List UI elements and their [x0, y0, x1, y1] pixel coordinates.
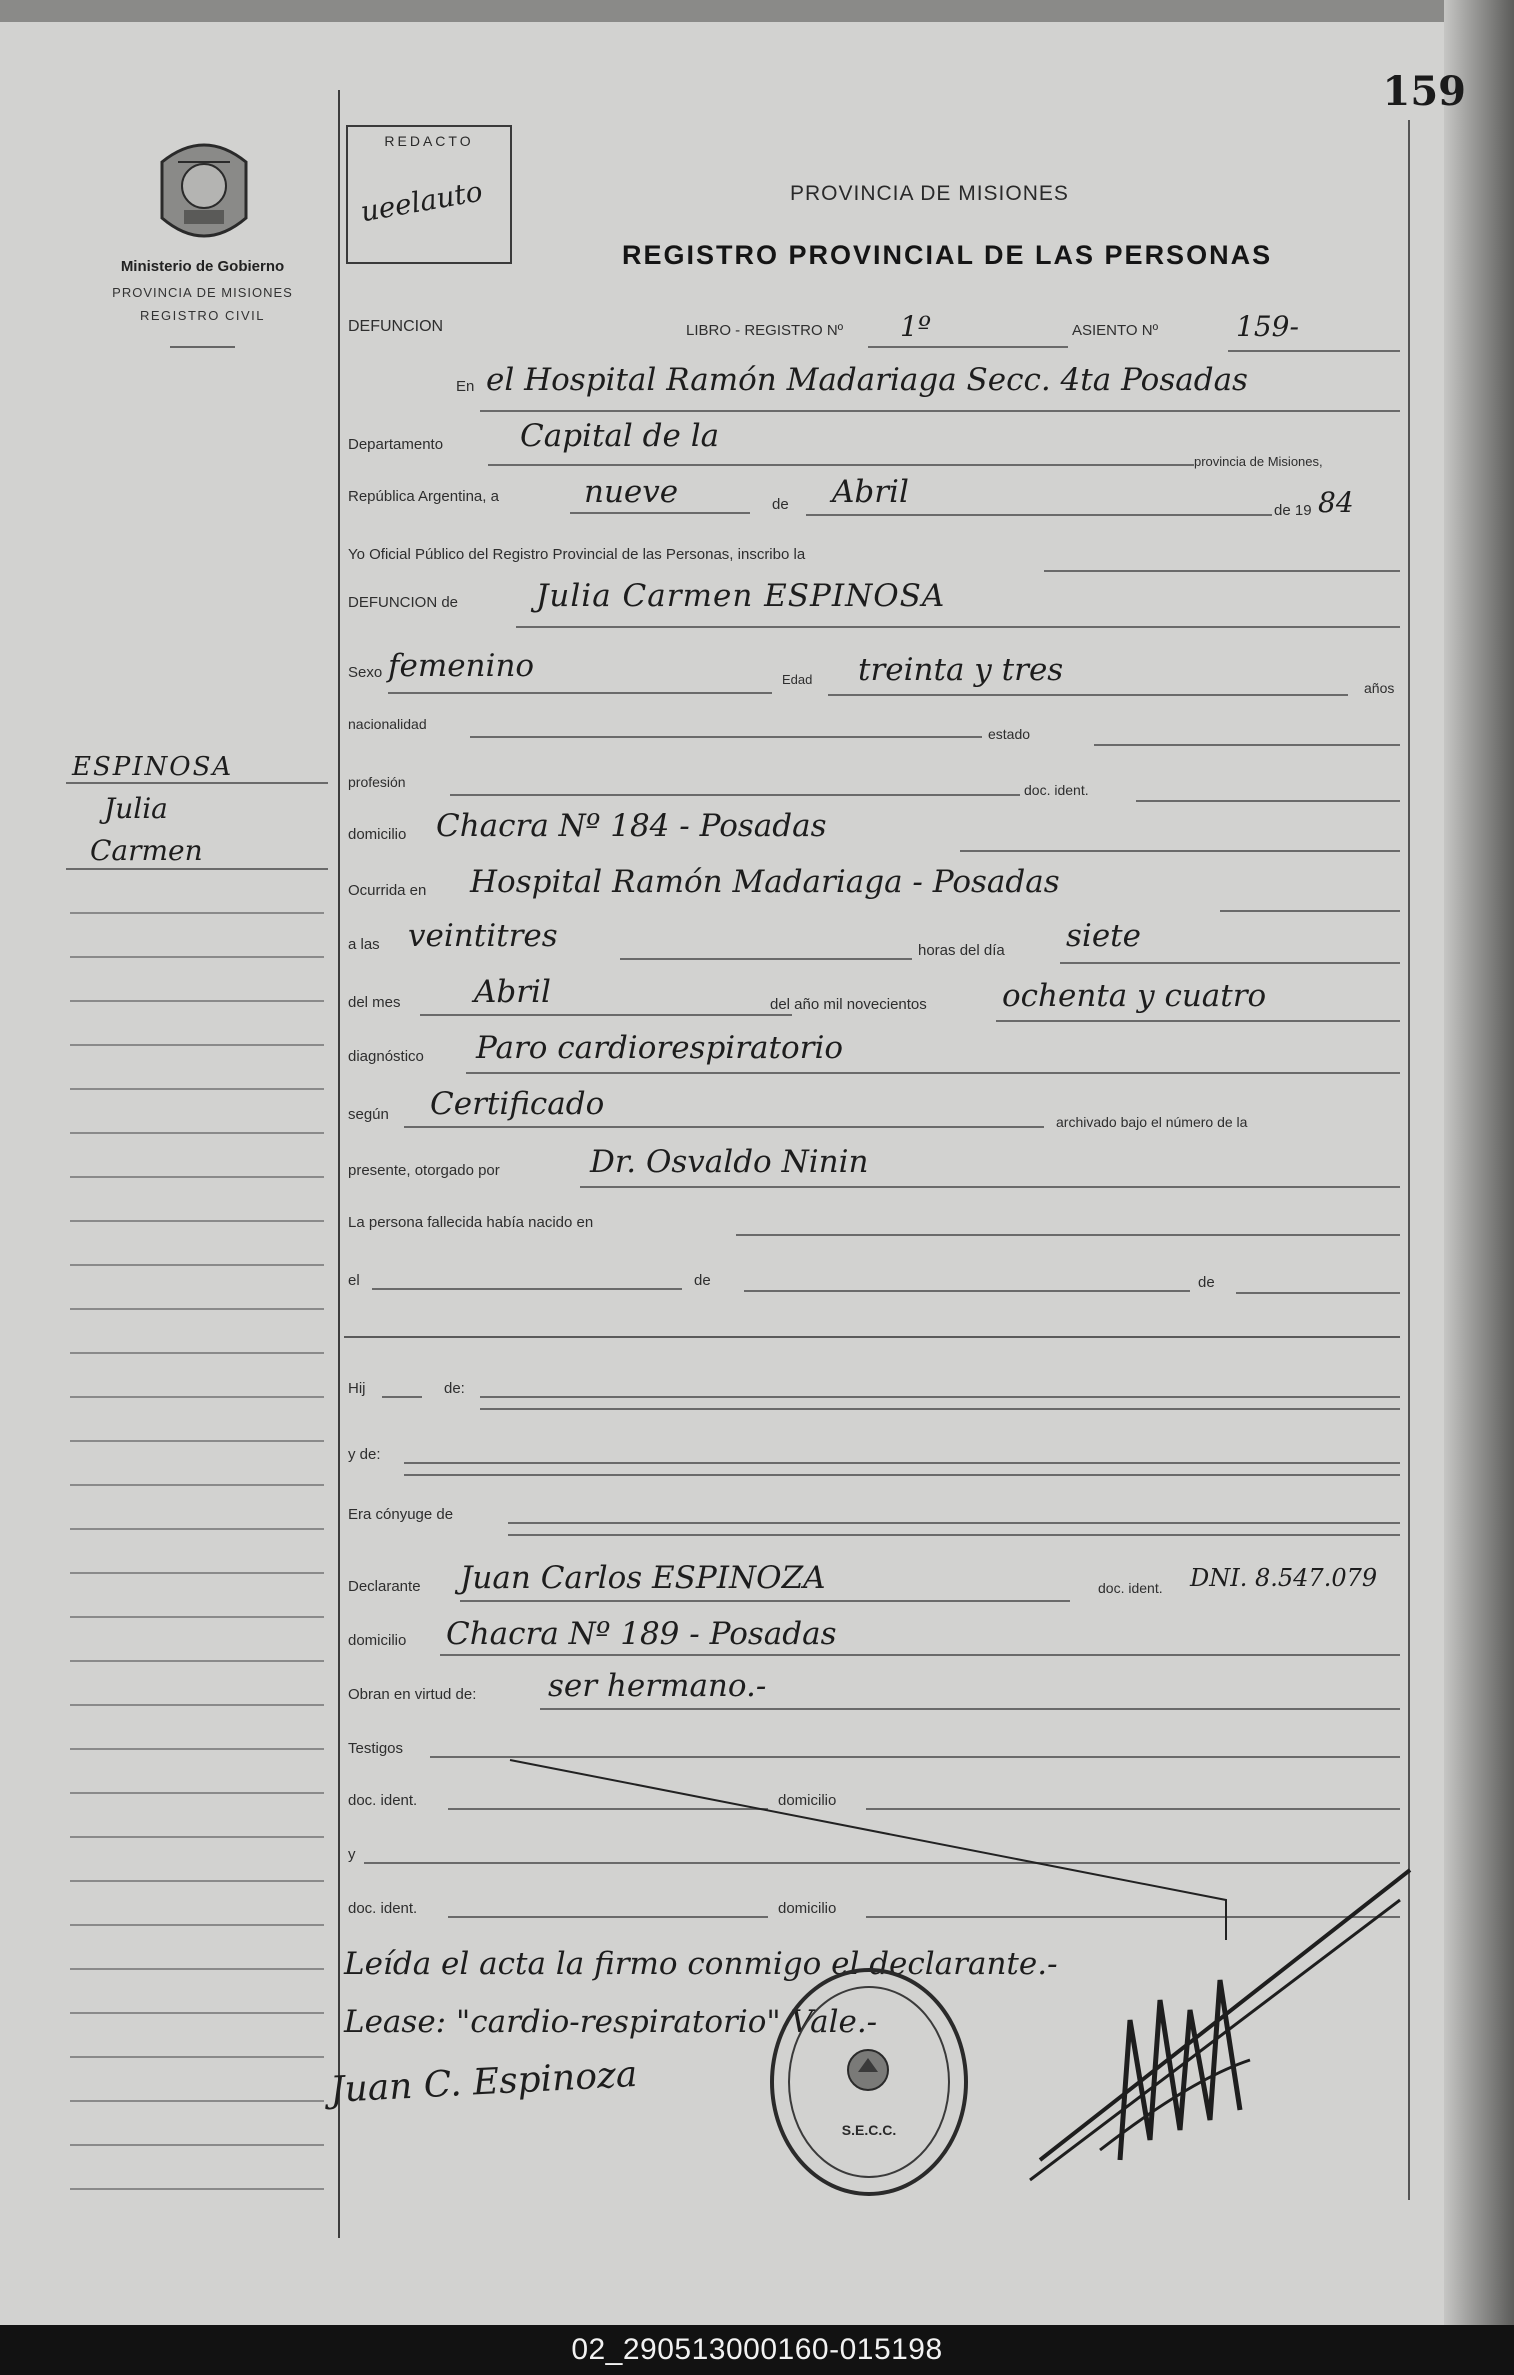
margin-rule-line	[70, 1352, 324, 1354]
domicilio-line	[960, 850, 1400, 852]
domicilio-value: Chacra Nº 184 - Posadas	[436, 808, 827, 844]
stamp-text: S.E.C.C.	[841, 2122, 897, 2138]
margin-rule-line	[70, 1088, 324, 1090]
presente-label: presente, otorgado por	[348, 1162, 500, 1179]
obran-value: ser hermano.-	[548, 1668, 767, 1704]
testigos-label: Testigos	[348, 1740, 404, 1757]
sexo-value: femenino	[388, 648, 535, 684]
t2-doc-label: doc. ident.	[348, 1900, 418, 1917]
de-label-3: de	[1198, 1274, 1215, 1291]
mes-value: Abril	[474, 974, 551, 1010]
el-label: el	[348, 1272, 360, 1289]
t-doc-label: doc. ident.	[348, 1792, 418, 1809]
official-signature	[1010, 1860, 1430, 2200]
asiento-value: 159-	[1236, 310, 1299, 343]
anos-label: años	[1364, 680, 1395, 696]
decl-domicilio-label: domicilio	[348, 1632, 407, 1649]
declarante-label: Declarante	[348, 1578, 421, 1595]
t-dom-line	[866, 1808, 1400, 1810]
republica-label: República Argentina, a	[348, 488, 499, 505]
margin-rule-line	[70, 1528, 324, 1530]
margin-rule-line	[70, 1572, 324, 1574]
t2-doc-line	[448, 1916, 768, 1918]
month-line	[806, 514, 1272, 516]
margin-rule-line	[70, 1176, 324, 1178]
y-de-line-2	[404, 1474, 1400, 1476]
doc-ident-line	[1136, 800, 1400, 802]
hij-de-label: de:	[444, 1380, 465, 1397]
year-prefix: de 19	[1274, 502, 1312, 519]
margin-rule-line	[70, 1220, 324, 1222]
margin-rule-line	[70, 1748, 324, 1750]
margin-rule-line	[70, 1440, 324, 1442]
margin-rule-line	[70, 1308, 324, 1310]
hij-blank	[382, 1396, 422, 1398]
redacto-stamp	[346, 125, 512, 264]
de-label: de	[772, 496, 789, 513]
sexo-line	[388, 692, 772, 694]
day-value: nueve	[584, 474, 679, 510]
margin-rule-line	[70, 1836, 324, 1838]
profesion-line	[450, 794, 1020, 796]
nacido-label: La persona fallecida había nacido en	[348, 1214, 594, 1231]
t-doc-line	[448, 1808, 768, 1810]
margin-rule-line	[70, 1484, 324, 1486]
margin-rule-line	[70, 1000, 324, 1002]
margin-rule-line	[70, 1132, 324, 1134]
dia-line	[1060, 962, 1400, 964]
margin-rule-line	[70, 956, 324, 958]
estado-label: estado	[988, 726, 1031, 742]
segun-label: según	[348, 1106, 389, 1123]
margin-rule-line	[70, 1396, 324, 1398]
margin-rule-line	[70, 1044, 324, 1046]
conyuge-line	[508, 1522, 1400, 1524]
en-label: En	[456, 378, 475, 395]
sexo-label: Sexo	[348, 664, 383, 681]
hij-line-2	[480, 1408, 1400, 1410]
redacto-label: REDACTO	[384, 133, 474, 149]
diagnostico-label: diagnóstico	[348, 1048, 424, 1065]
conyuge-label: Era cónyuge de	[348, 1506, 454, 1523]
medico-value: Dr. Osvaldo Ninin	[590, 1144, 869, 1180]
place-line	[480, 410, 1400, 412]
provincia-label: provincia de Misiones,	[1194, 454, 1323, 469]
anio-value: ochenta y cuatro	[1002, 978, 1267, 1014]
section-divider	[344, 1336, 1400, 1338]
page-number: 159	[1382, 68, 1466, 115]
hij-line	[480, 1396, 1400, 1398]
departamento-label: Departamento	[348, 436, 444, 453]
margin-given-2: Carmen	[90, 834, 203, 867]
ocurrida-value: Hospital Ramón Madariaga - Posadas	[470, 864, 1060, 900]
declarant-signature: Juan C. Espinoza	[329, 2053, 639, 2112]
margin-rule-line	[70, 1660, 324, 1662]
margin-rule-line	[70, 1264, 324, 1266]
header-province: PROVINCIA DE MISIONES	[790, 182, 1069, 205]
libro-value: 1º	[900, 310, 931, 343]
redacto-signature: ueelauto	[358, 174, 485, 229]
page-edge-shadow	[1444, 0, 1514, 2325]
conyuge-line-2	[508, 1534, 1400, 1536]
margin-rule-line	[70, 1616, 324, 1618]
anio-line	[996, 1020, 1400, 1022]
month-value: Abril	[832, 474, 909, 510]
departamento-line	[488, 464, 1194, 466]
edad-line	[828, 694, 1348, 696]
footer-bar	[0, 2325, 1514, 2375]
record-type: DEFUNCION	[348, 318, 444, 335]
oficial-text: Yo Oficial Público del Registro Provincial de las Personas, inscribo la	[348, 546, 806, 563]
hora-value: veintitres	[408, 918, 558, 954]
declarante-doc-label: doc. ident.	[1098, 1580, 1163, 1596]
deceased-name: Julia Carmen ESPINOSA	[536, 578, 946, 614]
y-de-line	[404, 1462, 1400, 1464]
estado-line	[1094, 744, 1400, 746]
diagnostico-value: Paro cardiorespiratorio	[476, 1030, 844, 1066]
dia-value: siete	[1066, 918, 1141, 954]
margin-rule-line	[70, 2012, 324, 2014]
margin-rule-line	[70, 1880, 324, 1882]
medico-line	[580, 1186, 1400, 1188]
segun-value: Certificado	[430, 1086, 605, 1122]
hora-line	[620, 958, 912, 960]
de-line-2	[744, 1290, 1190, 1292]
header-registry: REGISTRO PROVINCIAL DE LAS PERSONAS	[622, 240, 1273, 270]
binding-edge	[0, 0, 1514, 22]
obran-line	[540, 1708, 1400, 1710]
decl-domicilio-value: Chacra Nº 189 - Posadas	[446, 1616, 837, 1652]
ocurrida-line	[1220, 910, 1400, 912]
asiento-label: ASIENTO Nº	[1072, 322, 1159, 339]
registry-small: REGISTRO CIVIL	[139, 308, 266, 323]
margin-given-1: Julia	[104, 792, 168, 825]
diagnostico-line	[466, 1072, 1400, 1074]
hij-label: Hij	[348, 1380, 366, 1397]
nacionalidad-line	[470, 736, 982, 738]
y-label: y	[348, 1846, 356, 1863]
horas-label: horas del día	[918, 942, 1005, 959]
stamp-emblem-icon	[840, 2042, 896, 2098]
margin-rule-line	[70, 1792, 324, 1794]
footer-id: 02_290513000160-015198	[571, 2333, 943, 2366]
coat-of-arms-seal	[148, 132, 260, 250]
declarante-line	[460, 1600, 1070, 1602]
de-label-2: de	[694, 1272, 711, 1289]
edad-value: treinta y tres	[858, 652, 1064, 688]
obran-label: Obran en virtud de:	[348, 1686, 477, 1703]
closing-line-1: Leída el acta la firmo conmigo el declarante.-	[344, 1946, 1058, 1982]
defuncion-de-label: DEFUNCION de	[348, 594, 459, 611]
ocurrida-label: Ocurrida en	[348, 882, 427, 899]
de-line-3	[1236, 1292, 1400, 1294]
declarante-doc-value: DNI. 8.547.079	[1190, 1564, 1378, 1592]
margin-rule-line	[70, 912, 324, 914]
margin-rule-line	[70, 1704, 324, 1706]
divider	[170, 346, 235, 348]
declarante-value: Juan Carlos ESPINOZA	[460, 1560, 826, 1596]
margin-rule-line	[70, 2056, 324, 2058]
margin-rule-line	[70, 1968, 324, 1970]
year-value: 84	[1318, 486, 1354, 519]
el-line	[372, 1288, 682, 1290]
segun-line	[404, 1126, 1044, 1128]
domicilio-label: domicilio	[348, 826, 407, 843]
testigos-line	[430, 1756, 1400, 1758]
t-dom-label: domicilio	[778, 1792, 837, 1809]
a-las-label: a las	[348, 936, 380, 953]
doc-ident-label: doc. ident.	[1024, 782, 1089, 798]
margin-rule-line	[70, 2188, 324, 2190]
archivado-label: archivado bajo el número de la	[1056, 1114, 1248, 1130]
oficial-line	[1044, 570, 1400, 572]
y-de-label: y de:	[348, 1446, 381, 1463]
day-line	[570, 512, 750, 514]
del-mes-label: del mes	[348, 994, 401, 1011]
asiento-line	[1228, 350, 1400, 352]
margin-rule	[338, 90, 340, 2238]
margin-rule-line	[70, 2100, 324, 2102]
ministry-name: Ministerio de Gobierno	[120, 258, 285, 275]
edad-label: Edad	[782, 672, 813, 687]
decl-domicilio-line	[440, 1654, 1400, 1656]
closing-line-2: Lease: "cardio-respiratorio" Vale.-	[344, 2004, 878, 2040]
libro-line	[868, 346, 1068, 348]
t2-dom-label: domicilio	[778, 1900, 837, 1917]
departamento-value: Capital de la	[520, 418, 720, 454]
margin-line-1	[66, 782, 328, 784]
libro-label: LIBRO - REGISTRO Nº	[686, 322, 844, 339]
place-value: el Hospital Ramón Madariaga Secc. 4ta Posadas	[486, 362, 1248, 398]
margin-rule-line	[70, 2144, 324, 2146]
deceased-line	[516, 626, 1400, 628]
nacionalidad-label: nacionalidad	[348, 716, 427, 732]
margin-surname: ESPINOSA	[72, 752, 234, 782]
official-stamp	[770, 1968, 968, 2196]
province-small: PROVINCIA DE MISIONES	[112, 285, 293, 300]
margin-line-2	[66, 868, 328, 870]
profesion-label: profesión	[348, 774, 406, 790]
mes-line	[420, 1014, 792, 1016]
margin-rule-line	[70, 1924, 324, 1926]
nacido-line	[736, 1234, 1400, 1236]
anio-label: del año mil novecientos	[770, 996, 927, 1013]
